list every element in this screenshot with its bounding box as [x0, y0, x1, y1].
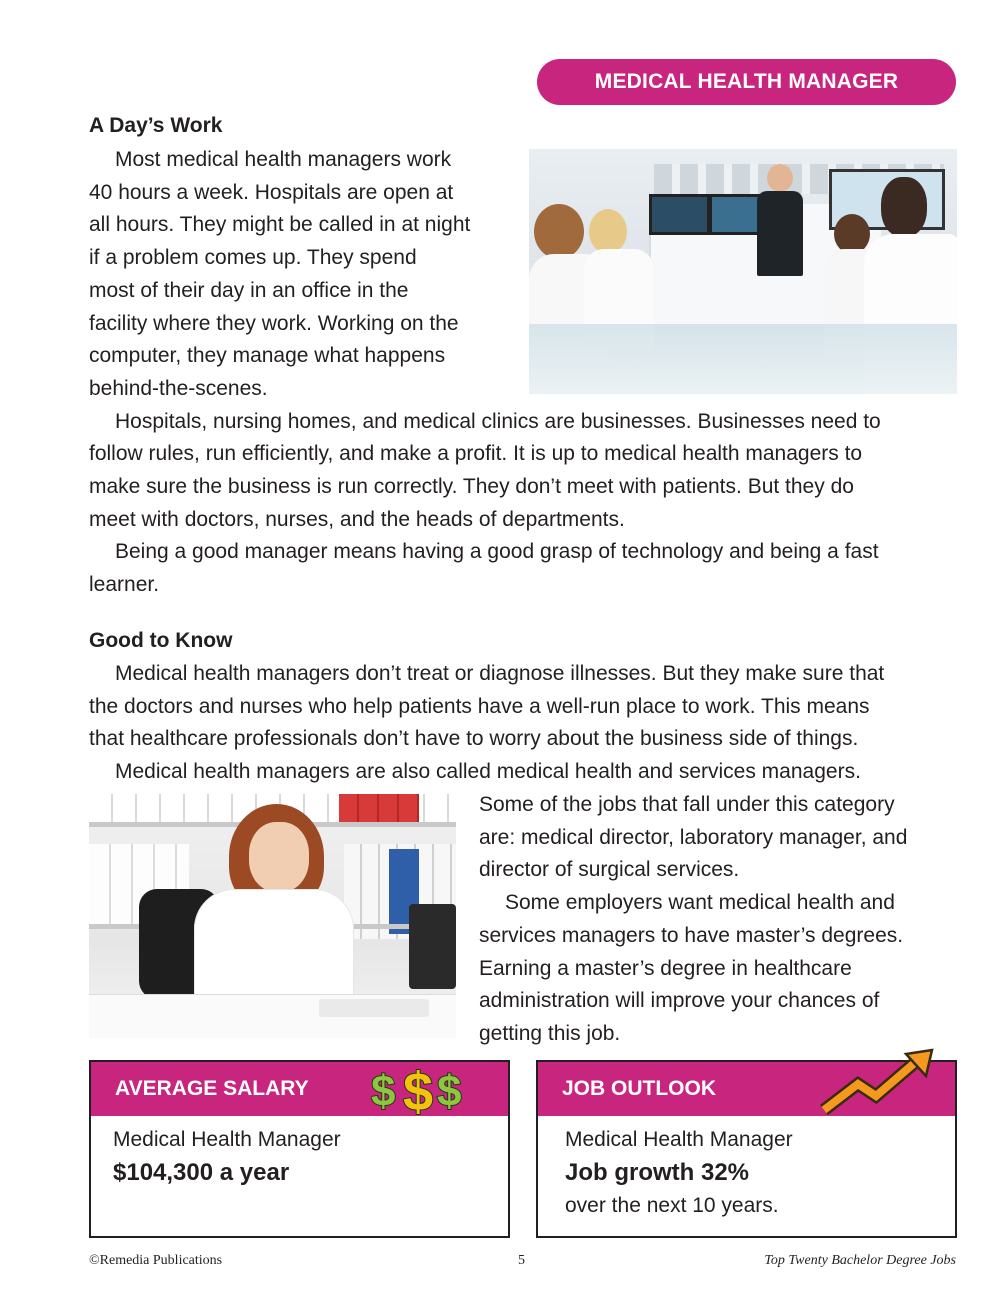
text-line: all hours. They might be called in at night — [89, 213, 471, 237]
outlook-job-title: Medical Health Manager — [565, 1128, 793, 1151]
average-salary-title: AVERAGE SALARY — [115, 1077, 309, 1100]
svg-text:$: $ — [437, 1067, 462, 1116]
text-line: administration will improve your chances of — [479, 989, 880, 1013]
job-outlook-title: JOB OUTLOOK — [562, 1077, 717, 1100]
text-line: make sure the business is run correctly. They don’t meet with patients. But they do — [89, 475, 854, 499]
svg-text:$: $ — [371, 1067, 396, 1116]
text-line: Some of the jobs that fall under this category — [479, 793, 895, 816]
text-line: most of their day in an office in the — [89, 278, 409, 302]
text-line: 40 hours a week. Hospitals are open at — [89, 180, 454, 204]
text-line: Most medical health managers work — [115, 148, 452, 171]
text-line: meet with doctors, nurses, and the heads of departments. — [89, 507, 625, 531]
outlook-growth: Job growth 32% — [565, 1159, 750, 1186]
text-line: computer, they manage what happens — [89, 344, 446, 368]
growth-arrow-icon — [816, 1048, 936, 1120]
text-line: that healthcare professionals don’t have to worry about the business side of things. — [89, 727, 859, 751]
text-line: behind-the-scenes. — [89, 376, 268, 400]
section-banner: MEDICAL HEALTH MANAGER — [537, 59, 956, 105]
page-number: 5 — [518, 1253, 525, 1268]
office-worker-photo — [89, 794, 456, 1038]
salary-job-title: Medical Health Manager — [113, 1128, 341, 1151]
footer-copyright: ©Remedia Publications — [89, 1253, 223, 1268]
dollar-signs-icon — [371, 1054, 471, 1116]
text-line: facility where they work. Working on the — [89, 311, 459, 335]
text-line: follow rules, run efficiently, and make a profit. It is up to medical health managers to — [89, 442, 863, 466]
text-line: Hospitals, nursing homes, and medical clinics are businesses. Businesses need to — [115, 409, 881, 433]
text-line: the doctors and nurses who help patients have a well-run place to work. This means — [89, 694, 870, 718]
svg-text:$: $ — [403, 1062, 434, 1116]
text-line: Medical health managers are also called medical health and services managers. — [115, 760, 861, 784]
good-to-know-heading: Good to Know — [89, 629, 233, 652]
days-work-heading: A Day’s Work — [89, 114, 223, 137]
job-outlook-box — [536, 1060, 957, 1238]
good-to-know-paragraph-1 — [89, 658, 884, 789]
meeting-photo — [529, 149, 957, 394]
text-line: learner. — [89, 573, 160, 597]
text-line: Being a good manager means having a good grasp of technology and being a fast — [115, 540, 879, 564]
text-line: if a problem comes up. They spend — [89, 246, 417, 270]
good-to-know-paragraph-2 — [479, 789, 907, 1051]
text-line: getting this job. — [479, 1021, 621, 1045]
text-line: are: medical director, laboratory manager, and — [479, 825, 908, 849]
average-salary-box — [89, 1060, 510, 1238]
text-line: Medical health managers don’t treat or diagnose illnesses. But they make sure that — [115, 662, 885, 685]
outlook-period: over the next 10 years. — [565, 1194, 779, 1217]
text-line: Earning a master’s degree in healthcare — [479, 956, 852, 980]
footer-book-title: Top Twenty Bachelor Degree Jobs — [764, 1253, 956, 1268]
text-line: services managers to have master’s degrees. — [479, 923, 904, 947]
text-line: director of surgical services. — [479, 858, 740, 882]
text-line: Some employers want medical health and — [505, 891, 895, 915]
salary-amount: $104,300 a year — [113, 1159, 290, 1186]
